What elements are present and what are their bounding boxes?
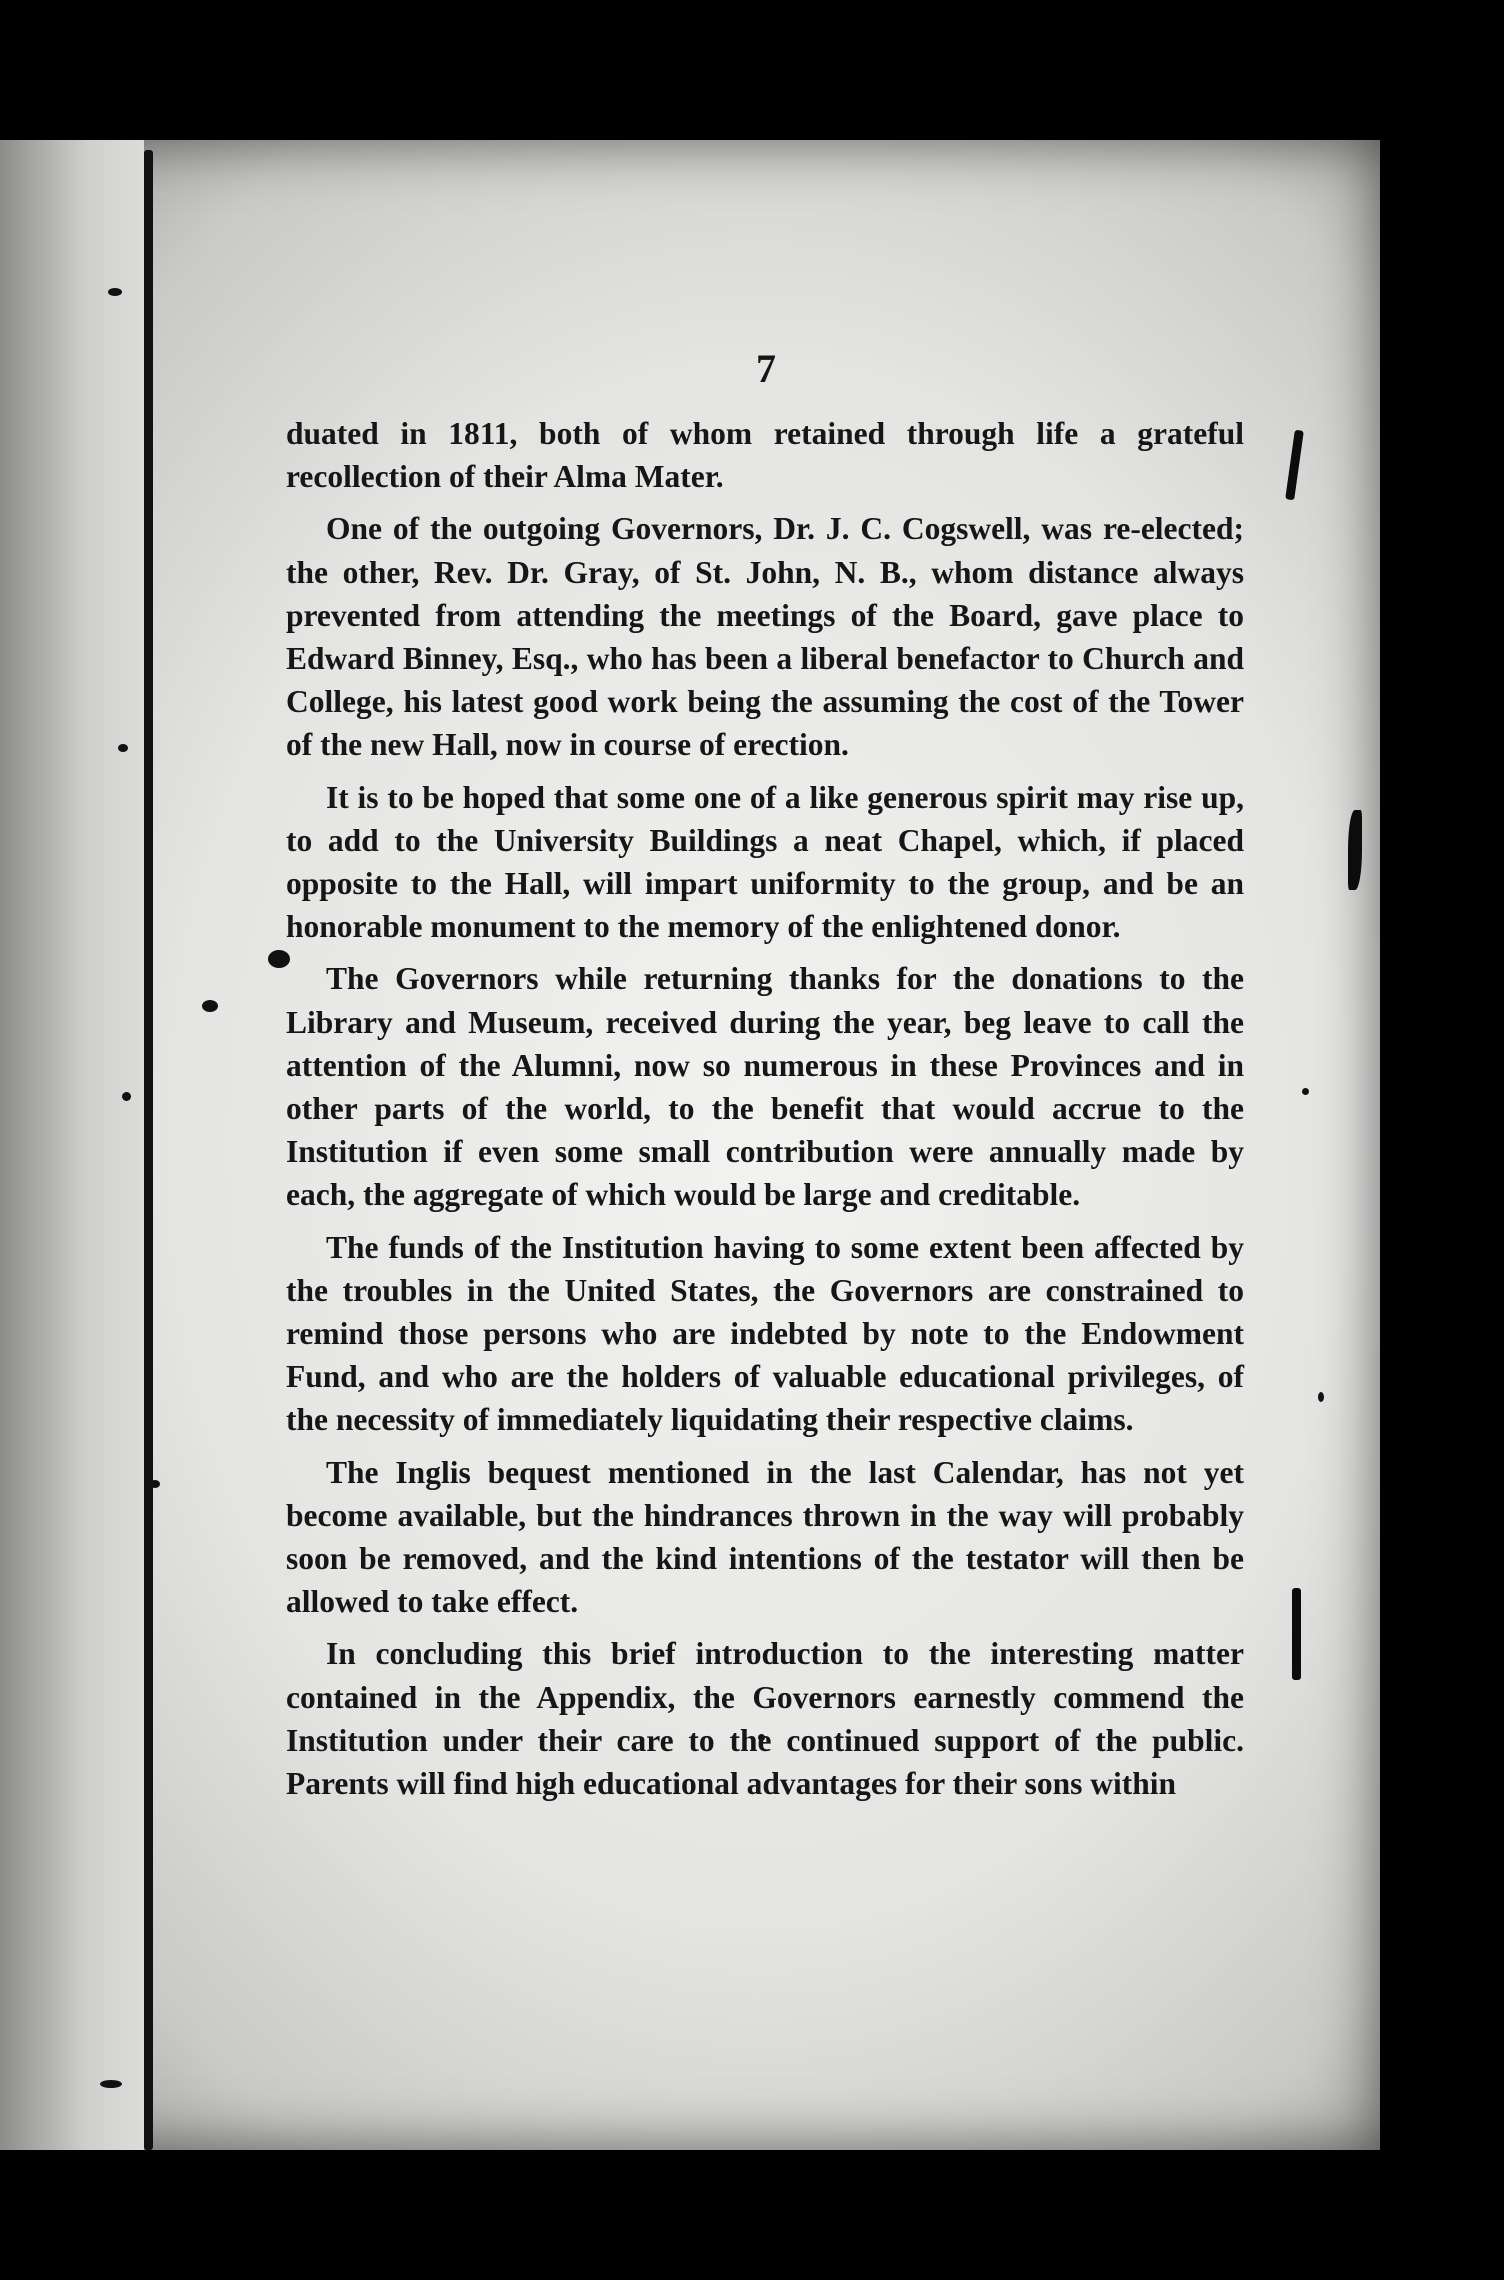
paragraph: In concluding this brief introduction to the interesting matter contained in the Appendix, the Governors earnestly commend the Institution under their care to the continued support of the public. Parents will find high educational advantages for their sons within [286,1636,1244,1802]
ink-speck [1318,1392,1324,1402]
ink-speck [202,1000,218,1012]
paragraph: duated in 1811, both of whom retained through life a grateful recollection of their Alma Mater. [286,416,1244,495]
ink-speck [100,2080,122,2088]
ink-speck [108,288,122,296]
margin-mark-lower-right [1292,1588,1301,1680]
ink-speck [118,744,128,752]
page-number: 7 [756,346,776,391]
paragraph: One of the outgoing Governors, Dr. J. C. Cogswell, was re-elected; the other, Rev. Dr. Gray, of St. John, N. B., whom distance always prevented from attending the meetings of the Board, gave place to Edward Binney, Esq., who has been a liberal benefactor to Church and College, his latest good work being the assuming the cost of the Tower of the new Hall, now in course of erection. [286,511,1244,763]
ink-speck [122,1092,131,1101]
ink-speck [1302,1088,1309,1095]
paragraph: The funds of the Institution having to some extent been affected by the troubles in the United States, the Governors are constrained to remind those persons who are indebted by note to the Endowment Fund, and who are the holders of valuable educational privileges, of the necessity of immediately liquidating their respective claims. [286,1229,1244,1438]
binding-shadow-line [144,150,153,2150]
paragraph: The Governors while returning thanks for the donations to the Library and Museum, received during the year, beg leave to call the attention of the Alumni, now so numerous in these Provinces and in other parts of the world, to the benefit that would accrue to the Institution if even some small contribution were annually made by each, the aggregate of which would be large and creditable. [286,961,1244,1213]
body-text [286,412,1244,1814]
margin-mark-middle-right [1348,810,1362,890]
facing-page-edge [0,140,144,2150]
paragraph: It is to be hoped that some one of a like generous spirit may rise up, to add to the University Buildings a neat Chapel, which, if placed opposite to the Hall, will impart uniformity to the group, and be an honorable monument to the memory of the enlightened donor. [286,779,1244,945]
ink-speck [150,1480,160,1488]
paragraph: The Inglis bequest mentioned in the last Calendar, has not yet become available, but the hindrances thrown in the way will probably soon be removed, and the kind intentions of the testator will then be allowed to take effect. [286,1454,1244,1620]
